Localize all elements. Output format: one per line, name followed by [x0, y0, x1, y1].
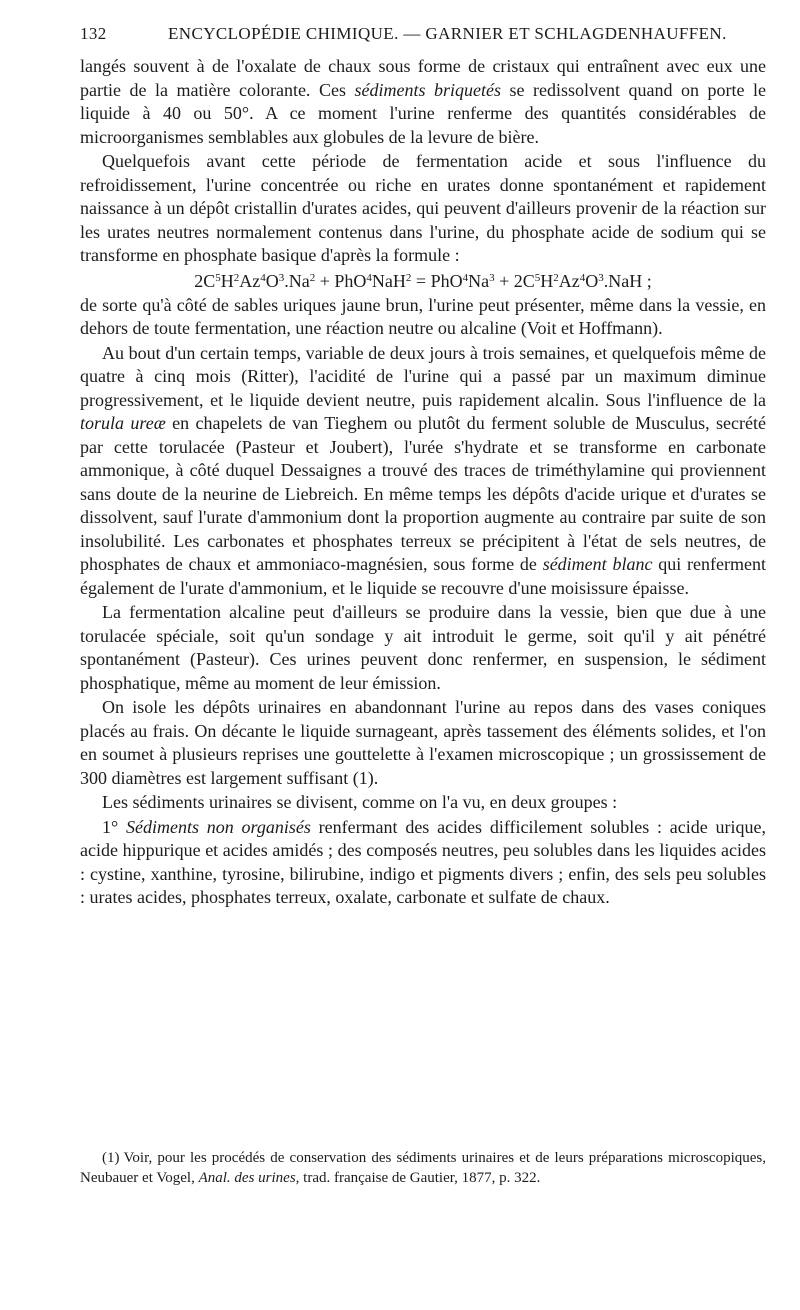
paragraph-1 — [80, 55, 766, 149]
footnote-1 — [80, 1148, 766, 1188]
running-title: ENCYCLOPÉDIE CHIMIQUE. — GARNIER ET SCHLAGDENHAUFFEN. — [168, 24, 727, 43]
paragraph-4 — [80, 342, 766, 601]
text-run: renfermant des acides difficilement solubles : acide urique, acide hippurique et acides amidés ; des composés neutres, peu solubles dans les liquides acides : cystine, xanthine, tyrosine, bilirubine, indigo et pigments divers ; enfin, des sels peu solubles : urates acides, phosphates terreux, oxalate, carbonate et sulfate de chaux. — [80, 816, 766, 907]
footnote-mark: (1) — [102, 1150, 120, 1166]
paragraph-3: de sorte qu'à côté de sables uriques jaune brun, l'urine peut présenter, même dans la vessie, en dehors de toute fermentation, une réaction neutre ou alcaline (Voit et Hoffmann). — [80, 294, 766, 338]
paragraph-2: Quelquefois avant cette période de fermentation acide et sous l'influence du refroidissement, l'urine concentrée ou riche en urates donne spontanément et rapidement naissance à un dépôt cristallin d'urates acides, qui peuvent d'ailleurs provenir de la réaction sur les urates neutres normalement contenus dans l'urine, du phosphate acide de sodium qui se transforme en phosphate basique d'après la formule : — [80, 151, 766, 265]
italic-term: sédiment blanc — [542, 554, 653, 574]
footnotes — [80, 1148, 766, 1188]
paragraph-8 — [80, 816, 766, 910]
page-number: 132 — [80, 24, 107, 43]
text-run: , trad. française de Gautier, 1877, p. 322. — [295, 1170, 541, 1186]
chemical-formula: $2C^5H^2Az^4O^3.Na^2 + PhO^4NaH^2 = PhO^4Na^3 + 2C^5H^2Az^4O^3.NaH$ ; — [194, 270, 652, 291]
italic-term: Sédiments non organisés — [125, 816, 311, 837]
text-run: Au bout d'un certain temps, variable de deux jours à trois semaines, et quelquefois même de quatre à cinq mois (Ritter), l'acidité de l'urine qui a passé par un maximum diminue progressivement, et le liquide devient neutre, puis rapidement alcalin. Sous l'influence de la — [80, 342, 766, 410]
paragraph-5: La fermentation alcaline peut d'ailleurs se produire dans la vessie, bien que due à une torulacée spéciale, soit qu'un sondage y ait introduit le germe, soit qu'il y ait pénétré spontanément (Pasteur). Ces urines peuvent donc renfermer, en suspension, le sédiment phosphatique, même au moment de leur émission. — [80, 602, 766, 693]
italic-term: torula ureæ — [80, 413, 166, 433]
main-text — [80, 55, 766, 911]
italic-term: sédiments briquetés — [354, 79, 501, 100]
page-header — [80, 20, 766, 48]
text-run: en chapelets de van Tieghem ou plutôt du ferment soluble de Musculus, secrété par cette torulacée (Pasteur et Joubert), l'urée s'hydrate et se transforme en carbonate ammonique, à côté duquel Dessaignes a trouvé des traces de triméthylamine qui proviennent sans doute de la neurine de Liebreich. En même temps les dépôts d'acide urique et d'urates se dissolvent, sauf l'urate d'ammonium dont la proportion augmente au contraire par suite de son insolubilité. Les carbonates et phosphates terreux se précipitent à l'état de sels neutres, de phosphates de chaux et ammoniaco-magnésien, sous forme de — [80, 413, 766, 574]
italic-term: Anal. des urines — [198, 1170, 296, 1186]
text-run: langés souvent à de l'oxalate de chaux sous forme de cristaux qui entraînent avec eux une partie de la matière colorante. Ces — [80, 56, 766, 100]
paragraph-7: Les sédiments urinaires se divisent, comme on l'a vu, en deux groupes : — [102, 792, 618, 812]
text-run: qui renferment également de l'urate d'ammonium, et le liquide se recouvre d'une moisissure épaisse. — [80, 554, 766, 598]
text-run: se redissolvent quand on porte le liquide à 40 ou 50°. A ce moment l'urine renferme des quantités considérables de microorganismes semblables aux globules de la levure de bière. — [80, 79, 766, 147]
text-run: 1° — [102, 816, 126, 837]
paragraph-6: On isole les dépôts urinaires en abandonnant l'urine au repos dans des vases coniques placés au frais. On décante le liquide surnageant, après tassement des éléments solides, et l'on en soumet à plusieurs reprises une gouttelette à l'examen microscopique ; un grossissement de 300 diamètres est largement suffisant (1). — [80, 697, 766, 788]
text-run: Voir, pour les procédés de conservation des sédiments urinaires et de leurs préparations microscopiques, Neubauer et Vogel, — [80, 1150, 766, 1186]
